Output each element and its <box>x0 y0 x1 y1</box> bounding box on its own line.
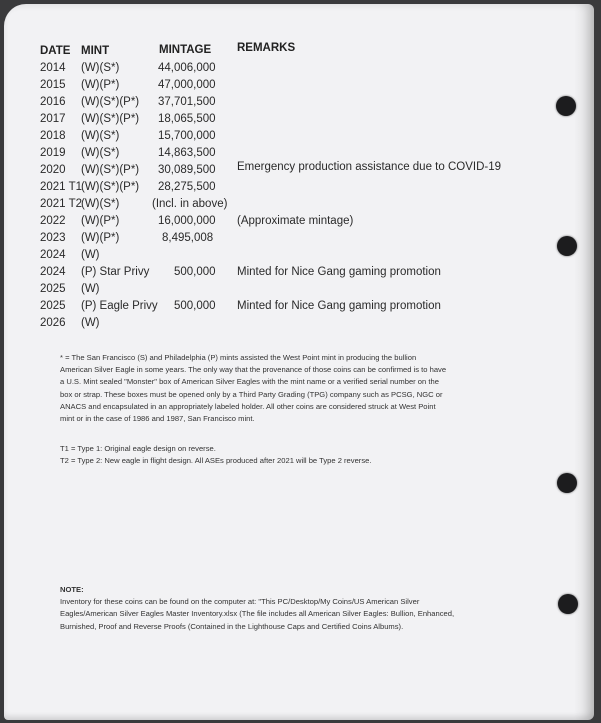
row-date: 2025 <box>40 300 66 312</box>
row-date: 2019 <box>40 147 66 159</box>
row-mintage: 18,065,500 <box>158 113 216 125</box>
row-mintage: 500,000 <box>174 300 216 312</box>
header-date: DATE <box>40 45 71 57</box>
row-mintage: (Incl. in above) <box>152 198 228 210</box>
row-mint: (W)(S*)(P*) <box>81 96 140 108</box>
row-date: 2026 <box>40 317 66 329</box>
row-date: 2022 <box>40 215 66 227</box>
row-mint: (W) <box>81 317 100 329</box>
footnote-line: ANACS and encapsulated in an appropriately labeled holder. All other coins are considered struck at West Point <box>60 401 436 411</box>
row-mint: (P) Star Privy <box>81 266 150 278</box>
row-mintage: 8,495,008 <box>162 232 214 244</box>
binder-hole-icon <box>557 473 577 493</box>
row-date: 2021 T1 <box>40 181 82 193</box>
row-date: 2020 <box>40 164 66 176</box>
header-mint: MINT <box>81 45 110 57</box>
binder-hole-icon <box>557 236 577 256</box>
row-date: 2016 <box>40 96 66 108</box>
row-mint: (W) <box>81 249 100 261</box>
row-mint: (W)(S*) <box>81 62 120 74</box>
row-remarks: Minted for Nice Gang gaming promotion <box>237 266 441 278</box>
binder-hole-icon <box>558 594 578 614</box>
type-2-definition: T2 = Type 2: New eagle in flight design. All ASEs produced after 2021 will be Type 2 reverse. <box>60 456 372 466</box>
row-mint: (P) Eagle Privy <box>81 300 158 312</box>
row-mint: (W)(P*) <box>81 215 120 227</box>
row-mint: (W)(S*)(P*) <box>81 164 140 176</box>
row-date: 2021 T2 <box>40 198 82 210</box>
note-line: Inventory for these coins can be found on the computer at: "This PC/Desktop/My Coins/US American Silver <box>60 597 420 607</box>
row-mintage: 15,700,000 <box>158 130 216 142</box>
row-date: 2014 <box>40 62 66 74</box>
row-mint: (W)(S*) <box>81 130 120 142</box>
type-legend <box>60 443 500 467</box>
row-date: 2024 <box>40 249 66 261</box>
footnote-line: box or strap. These boxes must be opened only by a Third Party Grading (TPG) company such as PCSG, NGC or <box>60 389 443 399</box>
row-date: 2023 <box>40 232 66 244</box>
mint-footnote <box>60 352 500 425</box>
header-mintage: MINTAGE <box>159 44 212 56</box>
document-page <box>4 4 594 720</box>
row-mint: (W)(S*)(P*) <box>81 181 140 193</box>
row-mint: (W) <box>81 283 100 295</box>
row-mintage: 44,006,000 <box>158 62 216 74</box>
row-mint: (W)(P*) <box>81 232 120 244</box>
note-line: Burnished, Proof and Reverse Proofs (Contained in the Lighthouse Caps and Certified Coins Albums). <box>60 621 404 631</box>
row-mintage: 47,000,000 <box>158 79 216 91</box>
row-mint: (W)(S*) <box>81 147 120 159</box>
header-remarks: REMARKS <box>237 42 296 54</box>
row-mintage: 37,701,500 <box>158 96 216 108</box>
row-date: 2025 <box>40 283 66 295</box>
row-mint: (W)(S*) <box>81 198 120 210</box>
row-remarks: (Approximate mintage) <box>237 215 354 227</box>
footnote-line: American Silver Eagle in some years. The only way that the provenance of those coins can be confirmed is to have <box>60 365 447 375</box>
inventory-note <box>60 584 500 633</box>
row-date: 2017 <box>40 113 66 125</box>
binder-hole-icon <box>556 96 576 116</box>
row-date: 2015 <box>40 79 66 91</box>
row-mintage: 500,000 <box>174 266 216 278</box>
note-line: Eagles/American Silver Eagles Master Inventory.xlsx (The file includes all American Silver Eagles: Bullion, Enhanced, <box>60 609 455 619</box>
row-date: 2024 <box>40 266 66 278</box>
row-mintage: 16,000,000 <box>158 215 216 227</box>
row-remarks: Minted for Nice Gang gaming promotion <box>237 300 441 312</box>
row-mint: (W)(S*)(P*) <box>81 113 140 125</box>
row-mint: (W)(P*) <box>81 79 120 91</box>
row-remarks: Emergency production assistance due to COVID-19 <box>237 161 501 173</box>
footnote-line: a U.S. Mint sealed "Monster" box of American Silver Eagles with the mint name or a verified serial number on the <box>60 377 439 387</box>
footnote-line: * = The San Francisco (S) and Philadelphia (P) mints assisted the West Point mint in producing the bullion <box>60 353 417 362</box>
row-mintage: 14,863,500 <box>158 147 216 159</box>
row-date: 2018 <box>40 130 66 142</box>
row-mintage: 30,089,500 <box>158 164 216 176</box>
footnote-line: mint or in the case of 1986 and 1987, San Francisco mint. <box>60 414 255 424</box>
type-1-definition: T1 = Type 1: Original eagle design on reverse. <box>60 444 216 453</box>
row-mintage: 28,275,500 <box>158 181 216 193</box>
note-title: NOTE: <box>60 585 84 594</box>
